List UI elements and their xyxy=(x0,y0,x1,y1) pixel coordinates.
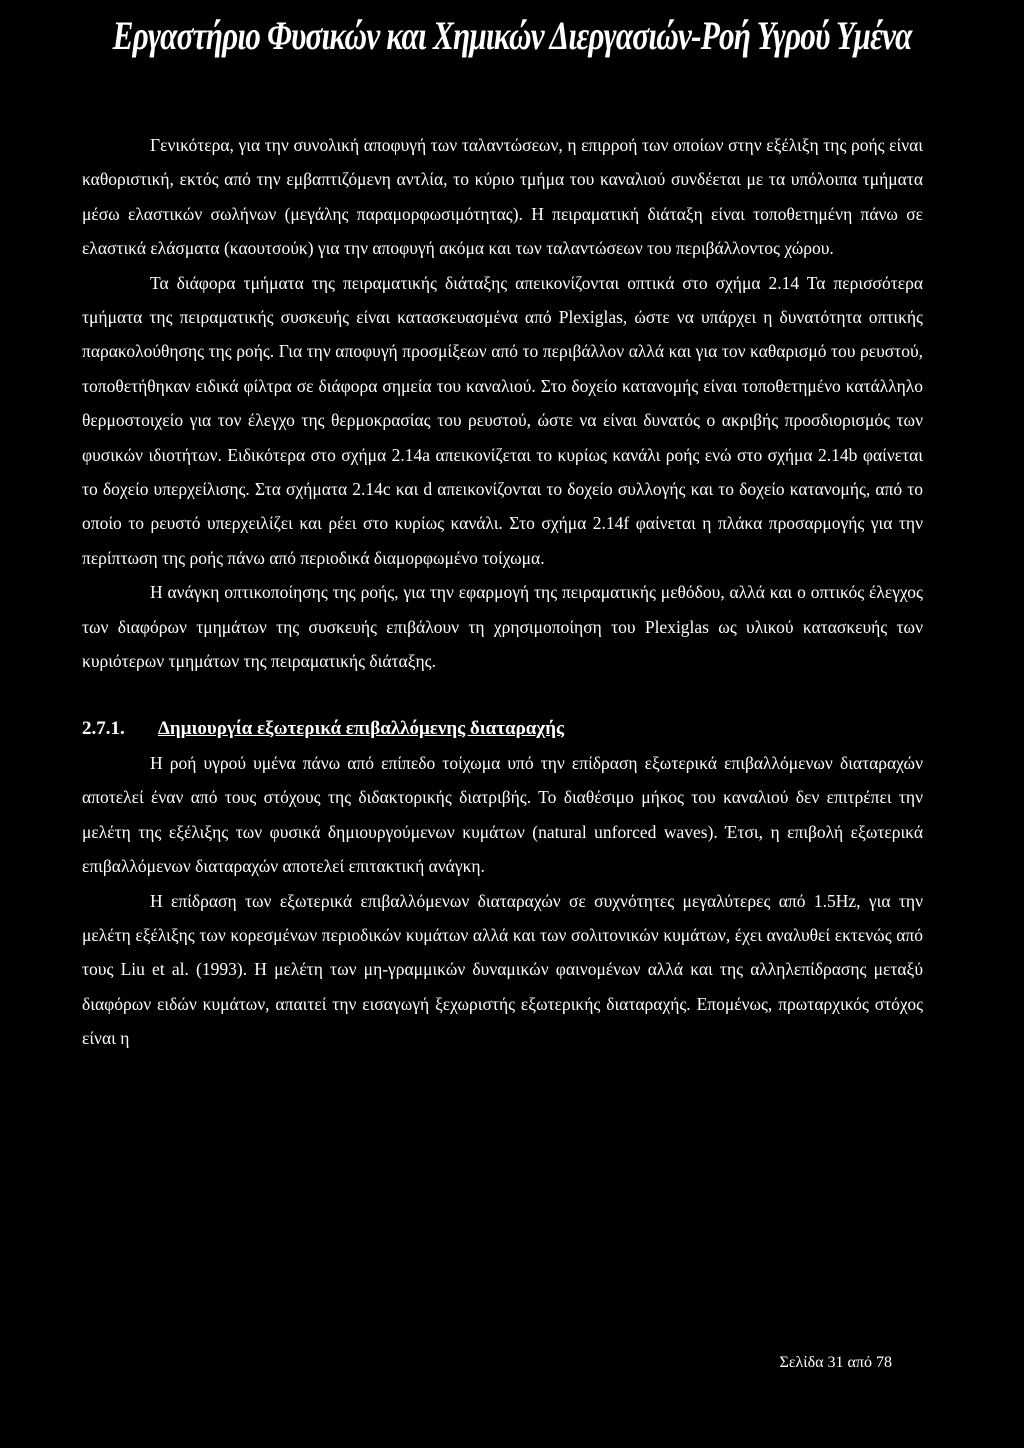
page-number-footer: Σελίδα 31 από 78 xyxy=(779,1354,892,1371)
body-paragraph: Τα διάφορα τμήματα της πειραματικής διάταξης απεικονίζονται οπτικά στο σχήμα 2.14 Τα περισσότερα τμήματα της πειραματικής συσκευής είναι κατασκευασμένα από Plexiglas, ώστε να υπάρχει η δυνατότητα οπτικής παρακολούθησης της ροής. Για την αποφυγή προσμίξεων από το περιβάλλον αλλά και για τον καθαρισμό του ρευστού, τοποθετήθηκαν ειδικά φίλτρα σε διάφορα σημεία του καναλιού. Στο δοχείο κατανομής είναι τοποθετημένο κατάλληλο θερμοστοιχείο για τον έλεγχο της θερμοκρασίας του ρευστού, ώστε να είναι δυνατός ο ακριβής προσδιορισμός των φυσικών ιδιοτήτων. Ειδικότερα στο σχήμα 2.14a απεικονίζεται το κυρίως κανάλι ροής ενώ στο σχήμα 2.14b φαίνεται το δοχείο υπερχείλισης. Στα σχήματα 2.14c και d απεικονίζονται το δοχείο συλλογής και το δοχείο κατανομής, από το οποίο το ρευστό υπερχειλίζει και ρέει στο κυρίως κανάλι. Στο σχήμα 2.14f φαίνεται η πλάκα προσαρμογής για την περίπτωση της ροής πάνω από περιοδικά διαμορφωμένο τοίχωμα. xyxy=(82,272,923,568)
body-paragraph: Η επίδραση των εξωτερικά επιβαλλόμενων διαταραχών σε συχνότητες μεγαλύτερες από 1.5Hz, για την μελέτη εξέλιξης των κορεσμένων περιοδικών κυμάτων αλλά και των σολιτονικών κυμάτων, έχει αναλυθεί εκτενώς από τους Liu et al. (1993). Η μελέτη των μη-γραμμικών δυναμικών φαινομένων αλλά και της αλληλεπίδρασης μεταξύ διαφόρων ειδών κυμάτων, απαιτεί την εισαγωγή ξεχωριστής εξωτερικής διαταραχής. Επομένως, πρωταρχικός στόχος είναι η xyxy=(82,890,923,1049)
section-heading xyxy=(82,712,923,746)
body-paragraph: Γενικότερα, για την συνολική αποφυγή των ταλαντώσεων, η επιρροή των οποίων στην εξέλιξη της ροής είναι καθοριστική, εκτός από την εμβαπτιζόμενη αντλία, το κύριο τμήμα του καναλιού συνδέεται με τα υπόλοιπα τμήματα μέσω ελαστικών σωλήνων (μεγάλης παραμορφωσιμότητας). Η πειραματική διάταξη είναι τοποθετημένη πάνω σε ελαστικά ελάσματα (καουτσούκ) για την αποφυγή ακόμα και των ταλαντώσεων του περιβάλλοντος χώρου. xyxy=(82,135,923,259)
body-paragraph: Η ανάγκη οπτικοποίησης της ροής, για την εφαρμογή της πειραματικής μεθόδου, αλλά και ο οπτικός έλεγχος των διαφόρων τμημάτων της συσκευής επιβάλουν τη χρησιμοποίηση του Plexiglas ως υλικού κατασκευής των κυριότερων τμημάτων της πειραματικής διάταξης. xyxy=(82,582,923,672)
body-paragraph: Η ροή υγρού υμένα πάνω από επίπεδο τοίχωμα υπό την επίδραση εξωτερικά επιβαλλόμενων διαταραχών αποτελεί έναν από τους στόχους της διδακτορικής διατριβής. Το διαθέσιμο μήκος του καναλιού δεν επιτρέπει την μελέτη της εξέλιξης των φυσικά δημιουργούμενων κυμάτων (natural unforced waves). Έτσι, η επιβολή εξωτερικά επιβαλλόμενων διαταραχών αποτελεί επιτακτική ανάγκη. xyxy=(82,752,923,877)
section-title: Δημιουργία εξωτερικά επιβαλλόμενης διαταραχής xyxy=(158,717,564,739)
page-header-title: Εργαστήριο Φυσικών και Χημικών Διεργασιών-Ροή Υγρού Υμένα xyxy=(112,13,912,58)
section-number: 2.7.1. xyxy=(82,717,125,739)
document-body xyxy=(82,128,923,1056)
